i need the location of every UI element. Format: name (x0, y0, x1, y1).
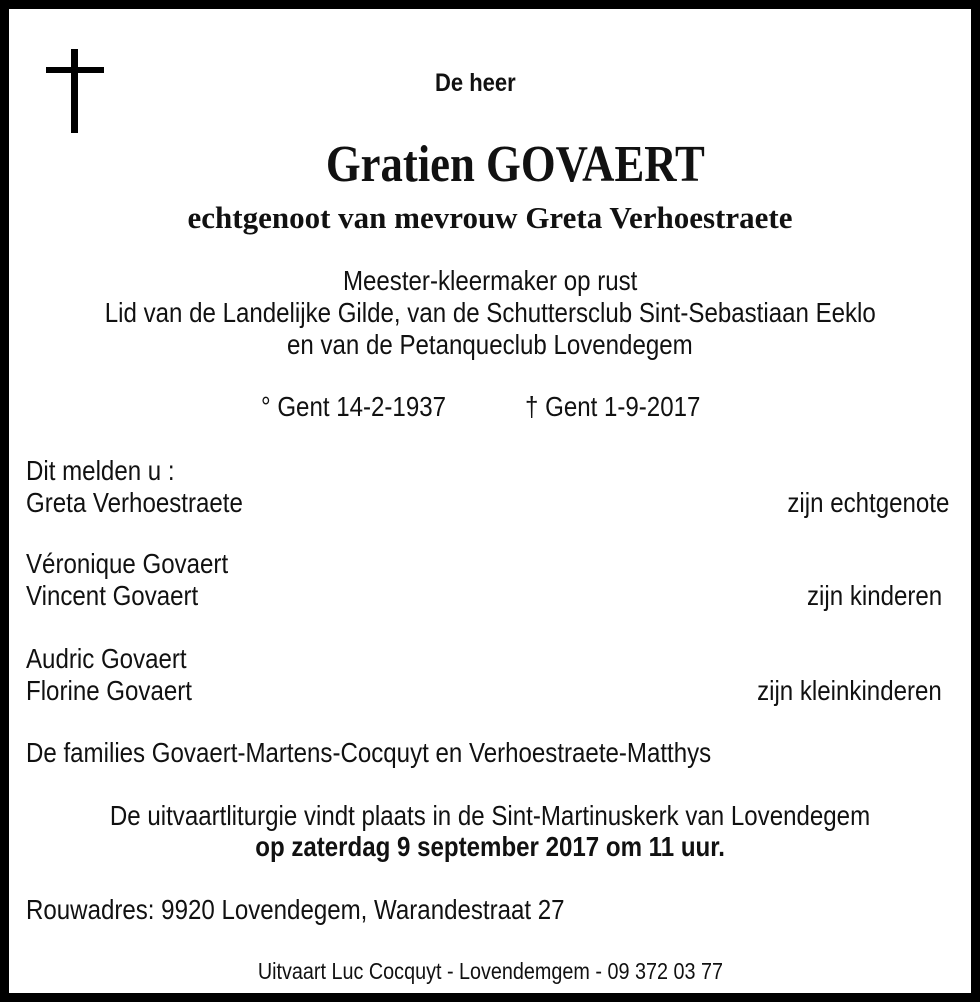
family-name: Greta Verhoestraete (26, 487, 243, 518)
undertaker-info: Uitvaart Luc Cocquyt - Lovendemgem - 09 372 03 77 (257, 958, 723, 984)
family-relation: zijn kinderen (806, 580, 942, 611)
death-date: † Gent 1-9-2017 (525, 391, 701, 422)
bio-line-3: en van de Petanqueclub Lovendegem (287, 329, 693, 360)
bio-line-2: Lid van de Landelijke Gilde, van de Schuttersclub Sint-Sebastiaan Eeklo (104, 297, 876, 328)
bio-line-1: Meester-kleermaker op rust (342, 265, 638, 296)
family-relation: zijn echtgenote (787, 487, 949, 518)
family-relation: zijn kleinkinderen (757, 675, 942, 706)
family-name: Florine Govaert (26, 675, 192, 706)
announce-intro: Dit melden u : (26, 455, 175, 486)
spouse-line: echtgenoot van mevrouw Greta Verhoestraete (187, 200, 793, 235)
mourning-address: Rouwadres: 9920 Lovendegem, Warandestraat 27 (26, 894, 565, 925)
funeral-location: De uitvaartliturgie vindt plaats in de Sint-Martinuskerk van Lovendegem (109, 800, 871, 831)
cross-icon (46, 49, 104, 133)
salutation: De heer (435, 69, 516, 97)
birth-date: ° Gent 14-2-1937 (261, 391, 447, 422)
family-name: Véronique Govaert (26, 548, 229, 579)
deceased-name: Gratien GOVAERT (325, 136, 705, 193)
family-name: Audric Govaert (26, 643, 187, 674)
funeral-date: op zaterdag 9 september 2017 om 11 uur. (255, 831, 725, 862)
extended-families: De families Govaert-Martens-Cocquyt en Verhoestraete-Matthys (26, 737, 712, 768)
family-name: Vincent Govaert (26, 580, 199, 611)
